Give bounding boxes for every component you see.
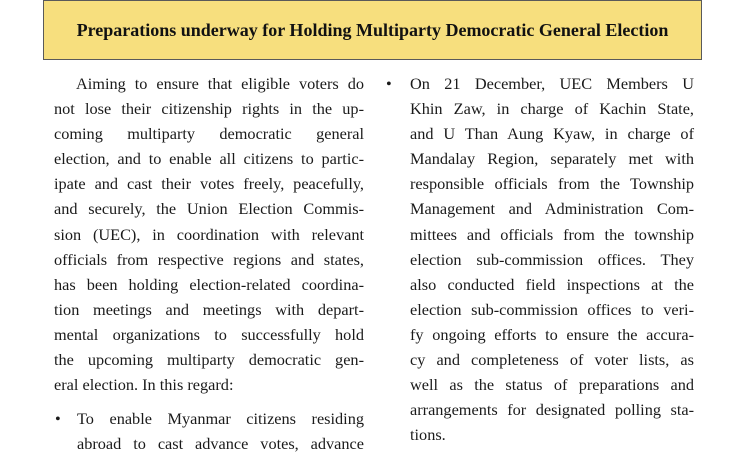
intro-line: sion (UEC), in coordination with relevant	[54, 224, 364, 244]
intro-line: has been holding election-related coordina-	[54, 274, 364, 294]
left-column	[54, 71, 364, 456]
bullet-line: Mandalay Region, separately met with	[410, 149, 694, 169]
bullet-line: also conducted field inspections at the	[410, 274, 694, 294]
bullet-line: To enable Myanmar citizens residing	[77, 409, 364, 429]
intro-line: coming multiparty democratic general	[54, 124, 364, 144]
bullet-line: Khin Zaw, in charge of Kachin State,	[410, 99, 694, 119]
headline-title: Preparations underway for Holding Multiparty Democratic General Election	[76, 19, 669, 40]
intro-line: not lose their citizenship rights in the up-	[54, 99, 364, 119]
bullet-icon: •	[55, 409, 61, 429]
headline-banner	[43, 0, 702, 60]
bullet-icon: •	[386, 74, 392, 93]
intro-line: mental organizations to successfully hold	[54, 324, 364, 344]
bullet-line: election sub-commission offices. They	[410, 249, 694, 269]
right-column	[386, 71, 694, 447]
bullet-line: Management and Administration Com-	[410, 199, 694, 219]
bullet-line: On 21 December, UEC Members U	[410, 74, 694, 93]
intro-line: tion meetings and meetings with depart-	[54, 299, 364, 319]
intro-paragraph	[54, 71, 364, 397]
bullet-item-uec-members	[386, 71, 694, 447]
intro-line: election, and to enable all citizens to partic-	[54, 149, 364, 169]
bullet-line: arrangements for designated polling sta-	[410, 400, 694, 420]
intro-line: officials from respective regions and states,	[54, 249, 364, 269]
bullet-line: cy and completeness of voter lists, as	[410, 350, 694, 370]
bullet-item-advance-votes	[54, 406, 364, 456]
bullet-line: and U Than Aung Kyaw, in charge of	[410, 124, 694, 144]
intro-line: Aiming to ensure that eligible voters do	[76, 74, 364, 93]
bullet-line: abroad to cast advance votes, advance	[77, 434, 364, 454]
bullet-line: tions.	[410, 425, 446, 445]
bullet-line: election sub-commission offices to veri-	[410, 299, 694, 319]
bullet-line: fy ongoing efforts to ensure the accura-	[410, 324, 694, 344]
intro-line: the upcoming multiparty democratic gen-	[54, 350, 364, 370]
bullet-line: well as the status of preparations and	[410, 375, 694, 395]
bullet-line: mittees and officials from the township	[410, 224, 694, 244]
intro-line: ipate and cast their votes freely, peacefully,	[54, 174, 364, 194]
intro-line: eral election. In this regard:	[54, 375, 234, 395]
bullet-line: responsible officials from the Township	[410, 174, 694, 194]
intro-line: and securely, the Union Election Commis-	[54, 199, 364, 219]
